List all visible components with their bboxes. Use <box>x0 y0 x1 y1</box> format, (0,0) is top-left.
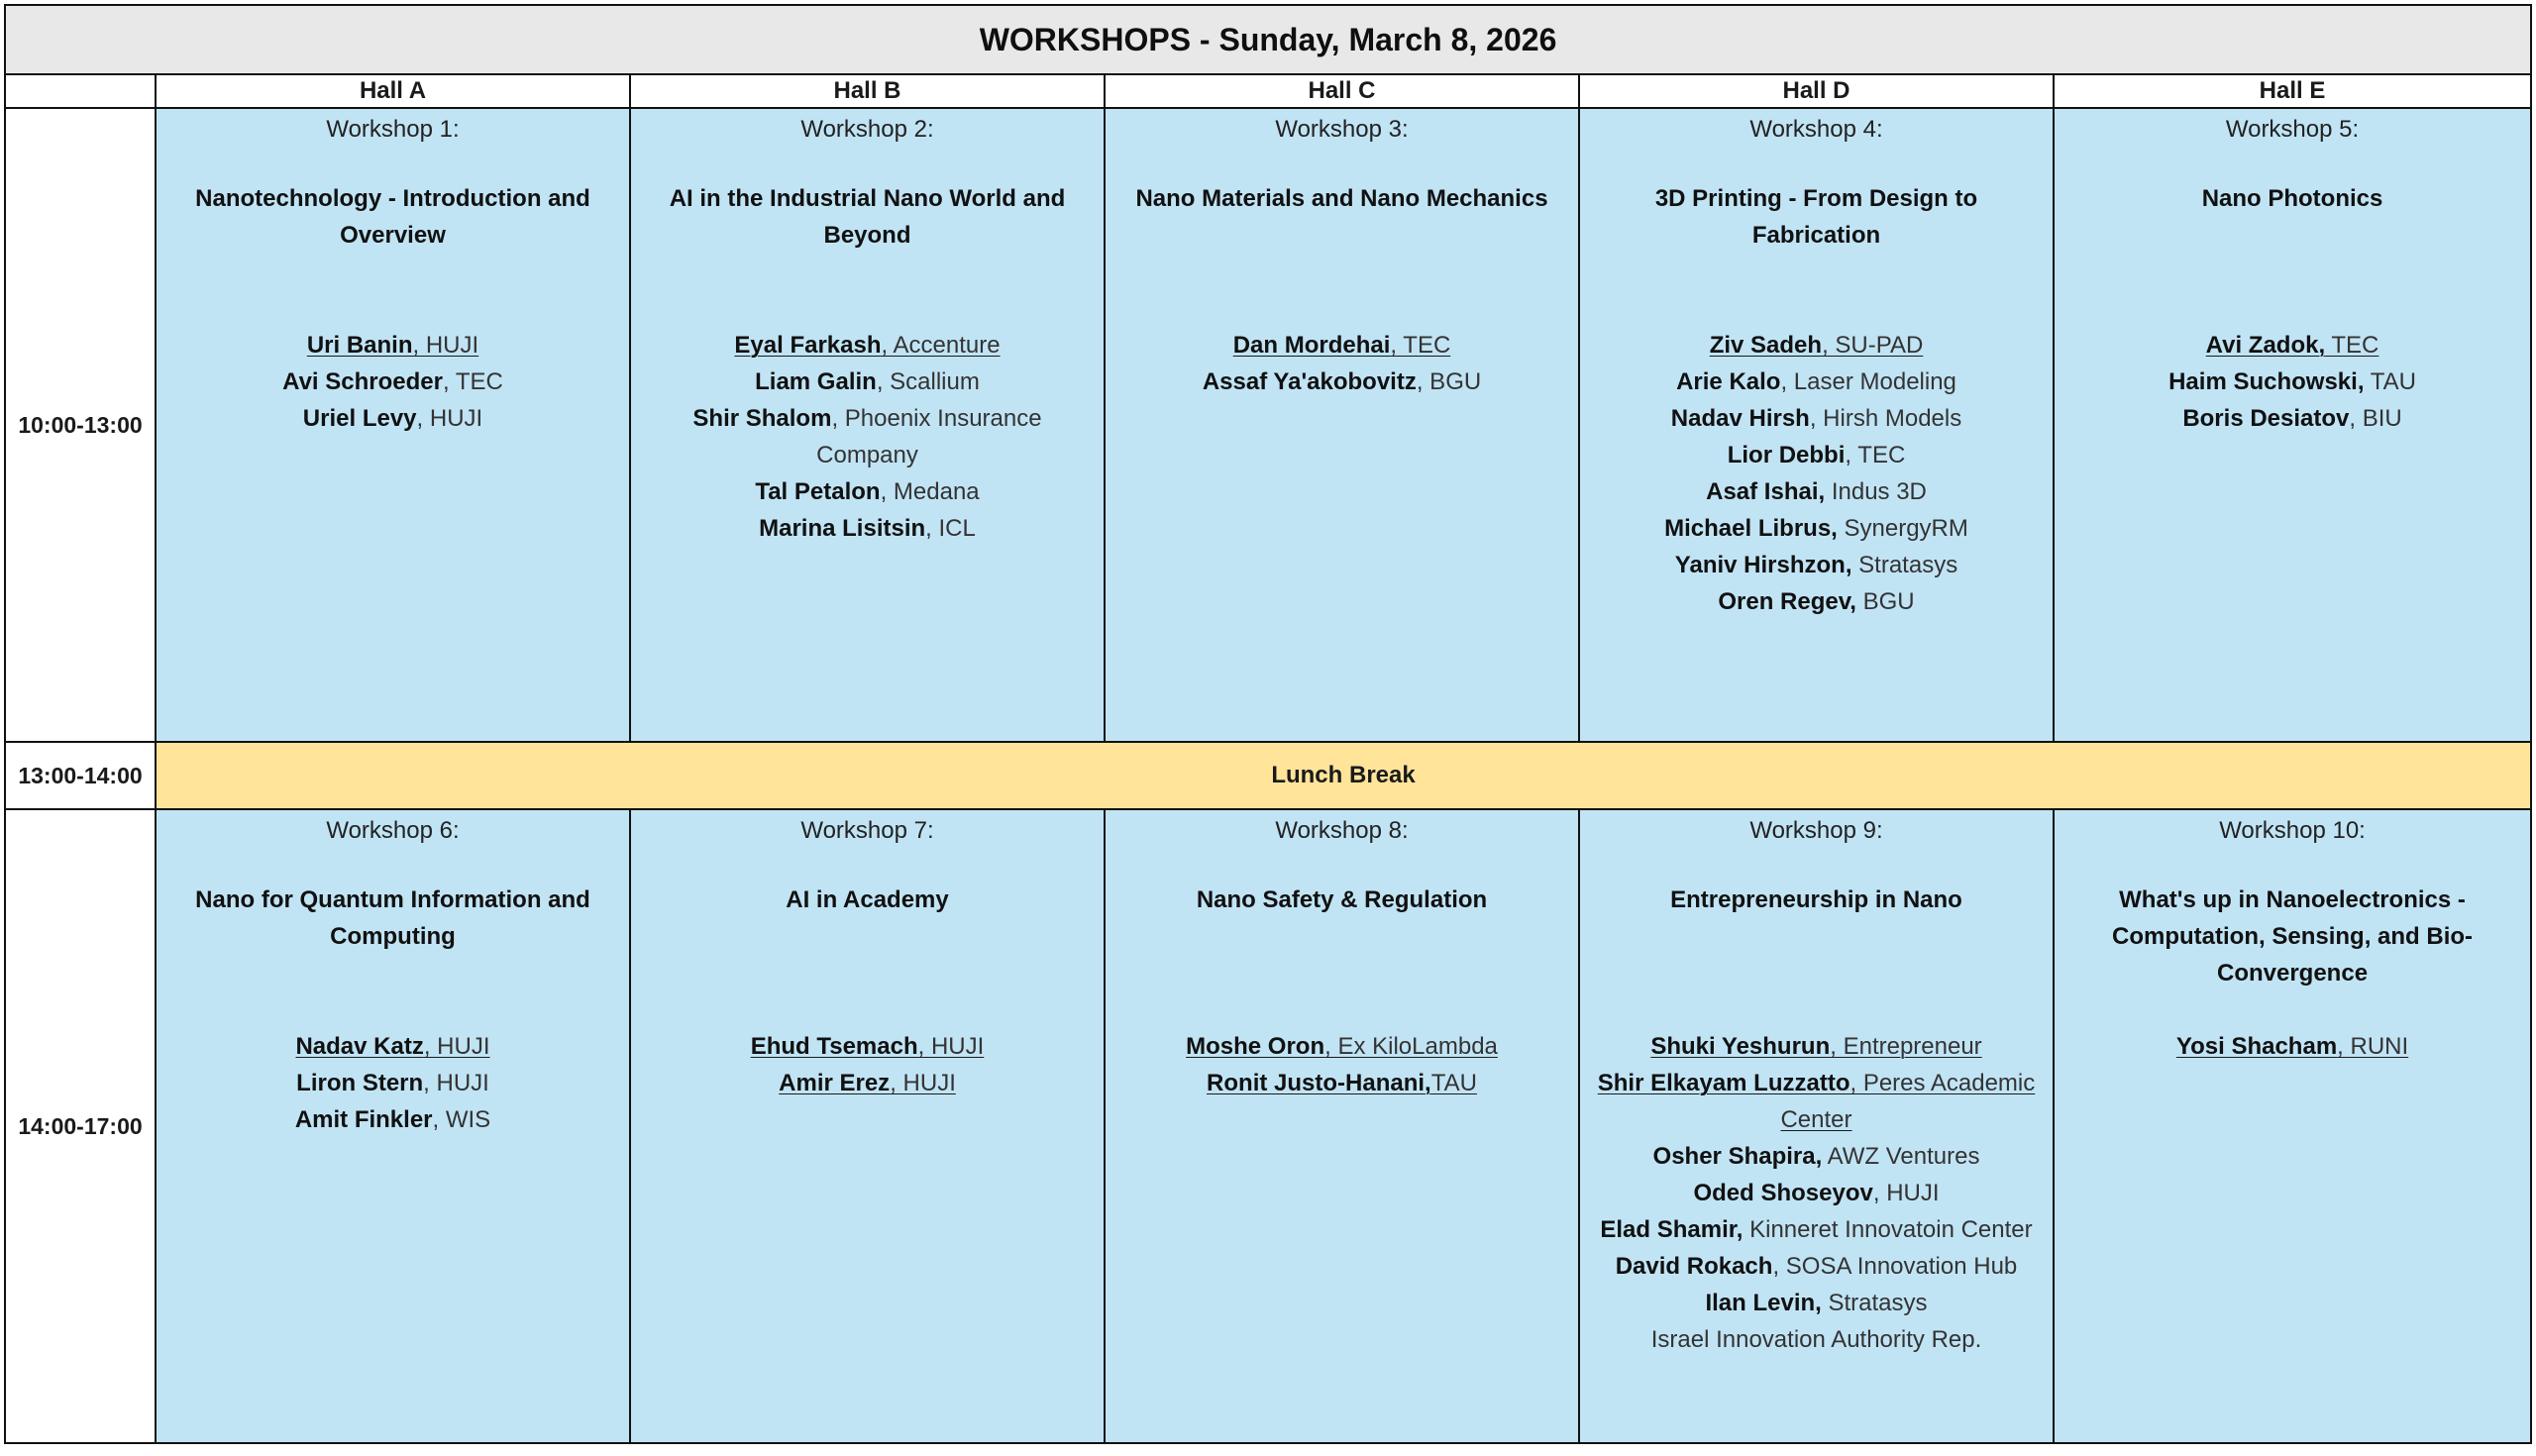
speaker-line <box>1588 1211 2045 1248</box>
speaker-name: Avi Zadok, <box>2205 332 2326 359</box>
speaker-name: Amit Finkler <box>294 1106 433 1133</box>
speaker-line <box>2062 364 2522 400</box>
speaker-affiliation: , HUJI <box>890 1070 956 1096</box>
workshop-number: Workshop 7: <box>800 817 934 844</box>
speaker-affiliation: TAU <box>1430 1070 1477 1096</box>
speaker-name: Dan Mordehai <box>1232 332 1391 359</box>
speaker-line <box>1113 364 1570 400</box>
speaker-affiliation: Stratasys <box>1821 1290 1928 1316</box>
workshop-title: Nano Safety & Regulation <box>1196 886 1488 913</box>
speaker-line <box>1588 547 2045 583</box>
speaker-name: Yosi Shacham <box>2175 1033 2338 1060</box>
speaker-line <box>1588 1065 2045 1138</box>
speaker-affiliation: Indus 3D <box>1825 478 1927 505</box>
speaker-affiliation: , WIS <box>432 1106 491 1133</box>
workshop-number: Workshop 3: <box>1275 116 1409 143</box>
speaker-name: Elad Shamir, <box>1600 1216 1744 1243</box>
speaker-affiliation: , Accenture <box>881 332 1001 359</box>
workshop-number: Workshop 1: <box>326 116 460 143</box>
speaker-line <box>1588 327 2045 364</box>
speaker-line <box>1113 1065 1570 1101</box>
workshop-cell <box>630 108 1105 742</box>
speaker-affiliation: Stratasys <box>1851 552 1958 578</box>
speaker-line <box>639 510 1096 547</box>
speaker-list <box>2055 327 2530 437</box>
speaker-affiliation: TAU <box>2364 368 2416 395</box>
workshop-cell <box>1579 108 2054 742</box>
lunch-break-banner: Lunch Break <box>156 742 2531 809</box>
speaker-name: Osher Shapira, <box>1652 1143 1823 1170</box>
speaker-affiliation: TEC <box>2325 332 2379 359</box>
speaker-affiliation: Israel Innovation Authority Rep. <box>1650 1326 1982 1353</box>
workshop-number: Workshop 4: <box>1749 116 1883 143</box>
workshop-title: Nano for Quantum Information and Computing <box>195 886 590 950</box>
speaker-line <box>639 1065 1096 1101</box>
speaker-name: Shuki Yeshurun <box>1650 1033 1831 1060</box>
speaker-line <box>1588 583 2045 620</box>
speaker-line <box>1588 364 2045 400</box>
workshop-cell <box>2054 108 2531 742</box>
time-slot-lunch: 13:00-14:00 <box>5 742 156 809</box>
speaker-line <box>164 1101 621 1138</box>
speaker-list <box>1580 327 2053 620</box>
speaker-name: Uriel Levy <box>302 405 417 432</box>
speaker-line <box>1588 510 2045 547</box>
hall-header-a: Hall A <box>156 74 630 108</box>
time-slot-afternoon: 14:00-17:00 <box>5 809 156 1443</box>
speaker-name: Tal Petalon <box>755 478 881 505</box>
workshop-title: What's up in Nanoelectronics - Computation, Sensing, and Bio-Convergence <box>2112 886 2474 987</box>
speaker-affiliation: BGU <box>1855 588 1915 615</box>
speaker-name: Assaf Ya'akobovitz <box>1202 368 1417 395</box>
speaker-affiliation: , HUJI <box>412 332 479 359</box>
speaker-name: Ziv Sadeh <box>1709 332 1823 359</box>
speaker-name: Ilan Levin, <box>1705 1290 1822 1316</box>
speaker-line <box>639 400 1096 473</box>
speaker-line <box>639 473 1096 510</box>
speaker-affiliation: , HUJI <box>423 1033 490 1060</box>
workshop-cell <box>630 809 1105 1443</box>
speaker-name: Nadav Katz <box>295 1033 424 1060</box>
speaker-affiliation: , HUJI <box>1872 1180 1940 1206</box>
speaker-list <box>2055 1028 2530 1065</box>
speaker-affiliation: , RUNI <box>2337 1033 2409 1060</box>
hall-header-b: Hall B <box>630 74 1105 108</box>
speaker-name: Eyal Farkash <box>734 332 882 359</box>
hall-header-e: Hall E <box>2054 74 2531 108</box>
speaker-line <box>1588 1028 2045 1065</box>
speaker-list <box>631 1028 1104 1101</box>
speaker-affiliation: , HUJI <box>917 1033 985 1060</box>
speaker-list <box>1106 1028 1578 1101</box>
workshop-number: Workshop 10: <box>2219 817 2366 844</box>
speaker-name: Lior Debbi <box>1727 442 1846 468</box>
hall-header-d: Hall D <box>1579 74 2054 108</box>
page-title: WORKSHOPS - Sunday, March 8, 2026 <box>5 5 2531 74</box>
speaker-line <box>639 1028 1096 1065</box>
speaker-list <box>1106 327 1578 400</box>
workshop-title: AI in Academy <box>786 886 949 913</box>
speaker-name: Uri Banin <box>306 332 413 359</box>
speaker-affiliation: AWZ Ventures <box>1822 1143 1980 1170</box>
speaker-list <box>157 327 629 437</box>
speaker-affiliation: , ICL <box>925 515 976 542</box>
speaker-affiliation: , Ex KiloLambda <box>1324 1033 1498 1060</box>
speaker-line <box>2062 327 2522 364</box>
speaker-name: Marina Lisitsin <box>759 515 926 542</box>
speaker-name: Shir Elkayam Luzzatto <box>1597 1070 1850 1096</box>
speaker-name: Avi Schroeder <box>282 368 443 395</box>
speaker-line <box>1588 437 2045 473</box>
speaker-line <box>2062 400 2522 437</box>
workshop-cell <box>2054 809 2531 1443</box>
speaker-name: Oded Shoseyov <box>1693 1180 1873 1206</box>
speaker-line <box>1588 1138 2045 1175</box>
workshop-number: Workshop 8: <box>1275 817 1409 844</box>
speaker-affiliation: , TEC <box>1390 332 1451 359</box>
speaker-line <box>1588 1248 2045 1285</box>
workshop-number: Workshop 5: <box>2225 116 2360 143</box>
speaker-name: Shir Shalom <box>692 405 832 432</box>
speaker-line <box>639 364 1096 400</box>
speaker-name: Amir Erez <box>779 1070 891 1096</box>
speaker-line <box>639 327 1096 364</box>
corner-cell <box>5 74 156 108</box>
workshop-title: Nanotechnology - Introduction and Overview <box>195 185 590 249</box>
speaker-list <box>1580 1028 2053 1358</box>
speaker-name: Ronit Justo-Hanani, <box>1207 1070 1431 1096</box>
speaker-affiliation: Kinneret Innovatoin Center <box>1743 1216 2033 1243</box>
speaker-line <box>164 327 621 364</box>
speaker-affiliation: , TEC <box>442 368 503 395</box>
speaker-line <box>1588 400 2045 437</box>
workshop-cell <box>156 809 630 1443</box>
workshop-title: 3D Printing - From Design to Fabrication <box>1654 185 1978 249</box>
workshop-number: Workshop 2: <box>800 116 934 143</box>
speaker-affiliation: , Peres Academic Center <box>1780 1070 2036 1133</box>
speaker-line <box>1113 327 1570 364</box>
workshop-title: Nano Photonics <box>2201 185 2383 212</box>
speaker-line <box>1113 1028 1570 1065</box>
speaker-affiliation: , SOSA Innovation Hub <box>1772 1253 2018 1280</box>
speaker-affiliation: , Medana <box>880 478 980 505</box>
speaker-name: Nadav Hirsh <box>1670 405 1810 432</box>
speaker-name: Arie Kalo <box>1676 368 1781 395</box>
speaker-line <box>164 1065 621 1101</box>
speaker-line <box>164 400 621 437</box>
speaker-name: Michael Librus, <box>1664 515 1838 542</box>
workshop-cell <box>156 108 630 742</box>
speaker-affiliation: , Hirsh Models <box>1809 405 1962 432</box>
workshop-number: Workshop 9: <box>1749 817 1883 844</box>
speaker-line <box>1588 1285 2045 1321</box>
workshop-cell <box>1105 809 1579 1443</box>
speaker-affiliation: , Scallium <box>876 368 980 395</box>
speaker-list <box>157 1028 629 1138</box>
time-slot-morning: 10:00-13:00 <box>5 108 156 742</box>
speaker-name: Liam Galin <box>755 368 877 395</box>
speaker-name: Asaf Ishai, <box>1706 478 1826 505</box>
speaker-affiliation: , TEC <box>1845 442 1906 468</box>
speaker-name: Haim Suchowski, <box>2168 368 2365 395</box>
speaker-name: Liron Stern <box>296 1070 424 1096</box>
workshop-schedule-table <box>4 4 2532 1444</box>
speaker-line <box>1588 473 2045 510</box>
speaker-affiliation: , SU-PAD <box>1822 332 1924 359</box>
speaker-line <box>164 364 621 400</box>
speaker-name: Yaniv Hirshzon, <box>1674 552 1852 578</box>
speaker-affiliation: , HUJI <box>423 1070 489 1096</box>
speaker-name: Ehud Tsemach <box>750 1033 918 1060</box>
speaker-line <box>1588 1321 2045 1358</box>
speaker-line <box>1588 1175 2045 1211</box>
speaker-affiliation: , Entrepreneur <box>1830 1033 1982 1060</box>
speaker-name: Boris Desiatov <box>2182 405 2350 432</box>
workshop-cell <box>1105 108 1579 742</box>
speaker-affiliation: , BIU <box>2349 405 2402 432</box>
speaker-list <box>631 327 1104 547</box>
workshop-title: AI in the Industrial Nano World and Beyond <box>669 185 1066 249</box>
workshop-number: Workshop 6: <box>326 817 460 844</box>
speaker-affiliation: , BGU <box>1416 368 1482 395</box>
speaker-affiliation: , HUJI <box>416 405 483 432</box>
workshop-cell <box>1579 809 2054 1443</box>
workshop-title: Nano Materials and Nano Mechanics <box>1135 185 1548 212</box>
speaker-affiliation: SynergyRM <box>1837 515 1968 542</box>
speaker-line <box>164 1028 621 1065</box>
workshop-title: Entrepreneurship in Nano <box>1670 886 1962 913</box>
speaker-line <box>2062 1028 2522 1065</box>
speaker-name: David Rokach <box>1615 1253 1773 1280</box>
speaker-affiliation: , Laser Modeling <box>1780 368 1956 395</box>
speaker-name: Oren Regev, <box>1718 588 1856 615</box>
speaker-affiliation: , Phoenix Insurance Company <box>816 405 1042 468</box>
hall-header-c: Hall C <box>1105 74 1579 108</box>
speaker-name: Moshe Oron <box>1186 1033 1325 1060</box>
